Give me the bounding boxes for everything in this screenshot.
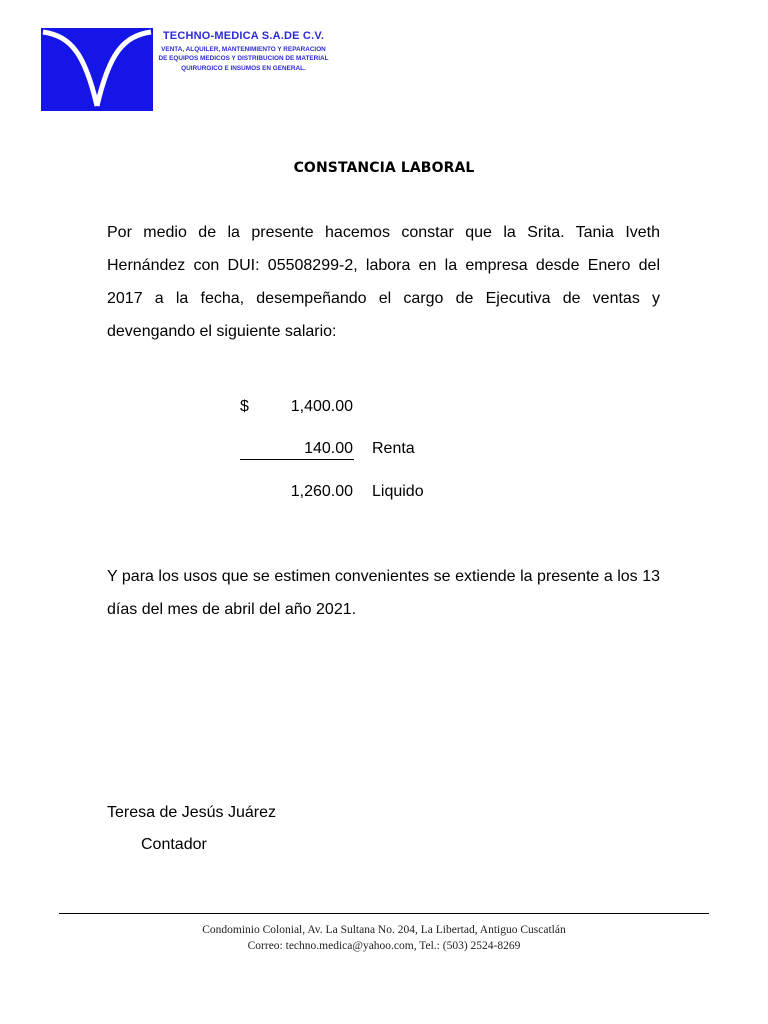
company-tagline-line-3: QUIRURGICO E INSUMOS EN GENERAL. [181, 64, 306, 72]
net-label: Liquido [372, 483, 424, 500]
company-tagline-line-2: DE EQUIPOS MEDICOS Y DISTRIBUCION DE MATERIAL [158, 55, 329, 63]
salary-row-deduction [238, 440, 538, 464]
company-name: TECHNO-MEDICA S.A.DE C.V. [162, 30, 325, 42]
net-amount: 1,260.00 [290, 483, 353, 500]
footer [0, 922, 768, 954]
logo-v-icon [41, 28, 153, 111]
salary-row-gross [238, 398, 538, 422]
footer-address: Condominio Colonial, Av. La Sultana No. 204, La Libertad, Antiguo Cuscatlán [202, 924, 566, 936]
footer-divider [59, 913, 709, 914]
closing-paragraph: Y para los usos que se estimen convenientes se extiende la presente a los 13 días del mes de abril del año 2021. [107, 568, 660, 618]
currency-symbol: $ [240, 398, 249, 415]
signer-name: Teresa de Jesús Juárez [107, 804, 276, 821]
company-tagline-line-1: VENTA, ALQUILER, MANTENIMIENTO Y REPARACION [161, 46, 326, 53]
signer-role: Contador [141, 836, 207, 853]
intro-paragraph: Por medio de la presente hacemos constar que la Srita. Tania Iveth Hernández con DUI: 05508299-2, labora en la empresa desde Enero del 2017 a la fecha, desempeñando el cargo de Ejecutiva de ventas y devengando el siguiente salario: [107, 224, 660, 340]
company-header [156, 30, 331, 73]
company-logo [41, 28, 153, 111]
salary-amount: 1,400.00 [290, 398, 353, 415]
footer-contact: Correo: techno.medica@yahoo.com, Tel.: (503) 2524-8269 [247, 940, 521, 952]
deduction-amount: 140.00 [304, 440, 353, 457]
document-title: CONSTANCIA LABORAL [293, 160, 475, 176]
deduction-label: Renta [372, 440, 415, 457]
salary-row-net [238, 483, 538, 507]
